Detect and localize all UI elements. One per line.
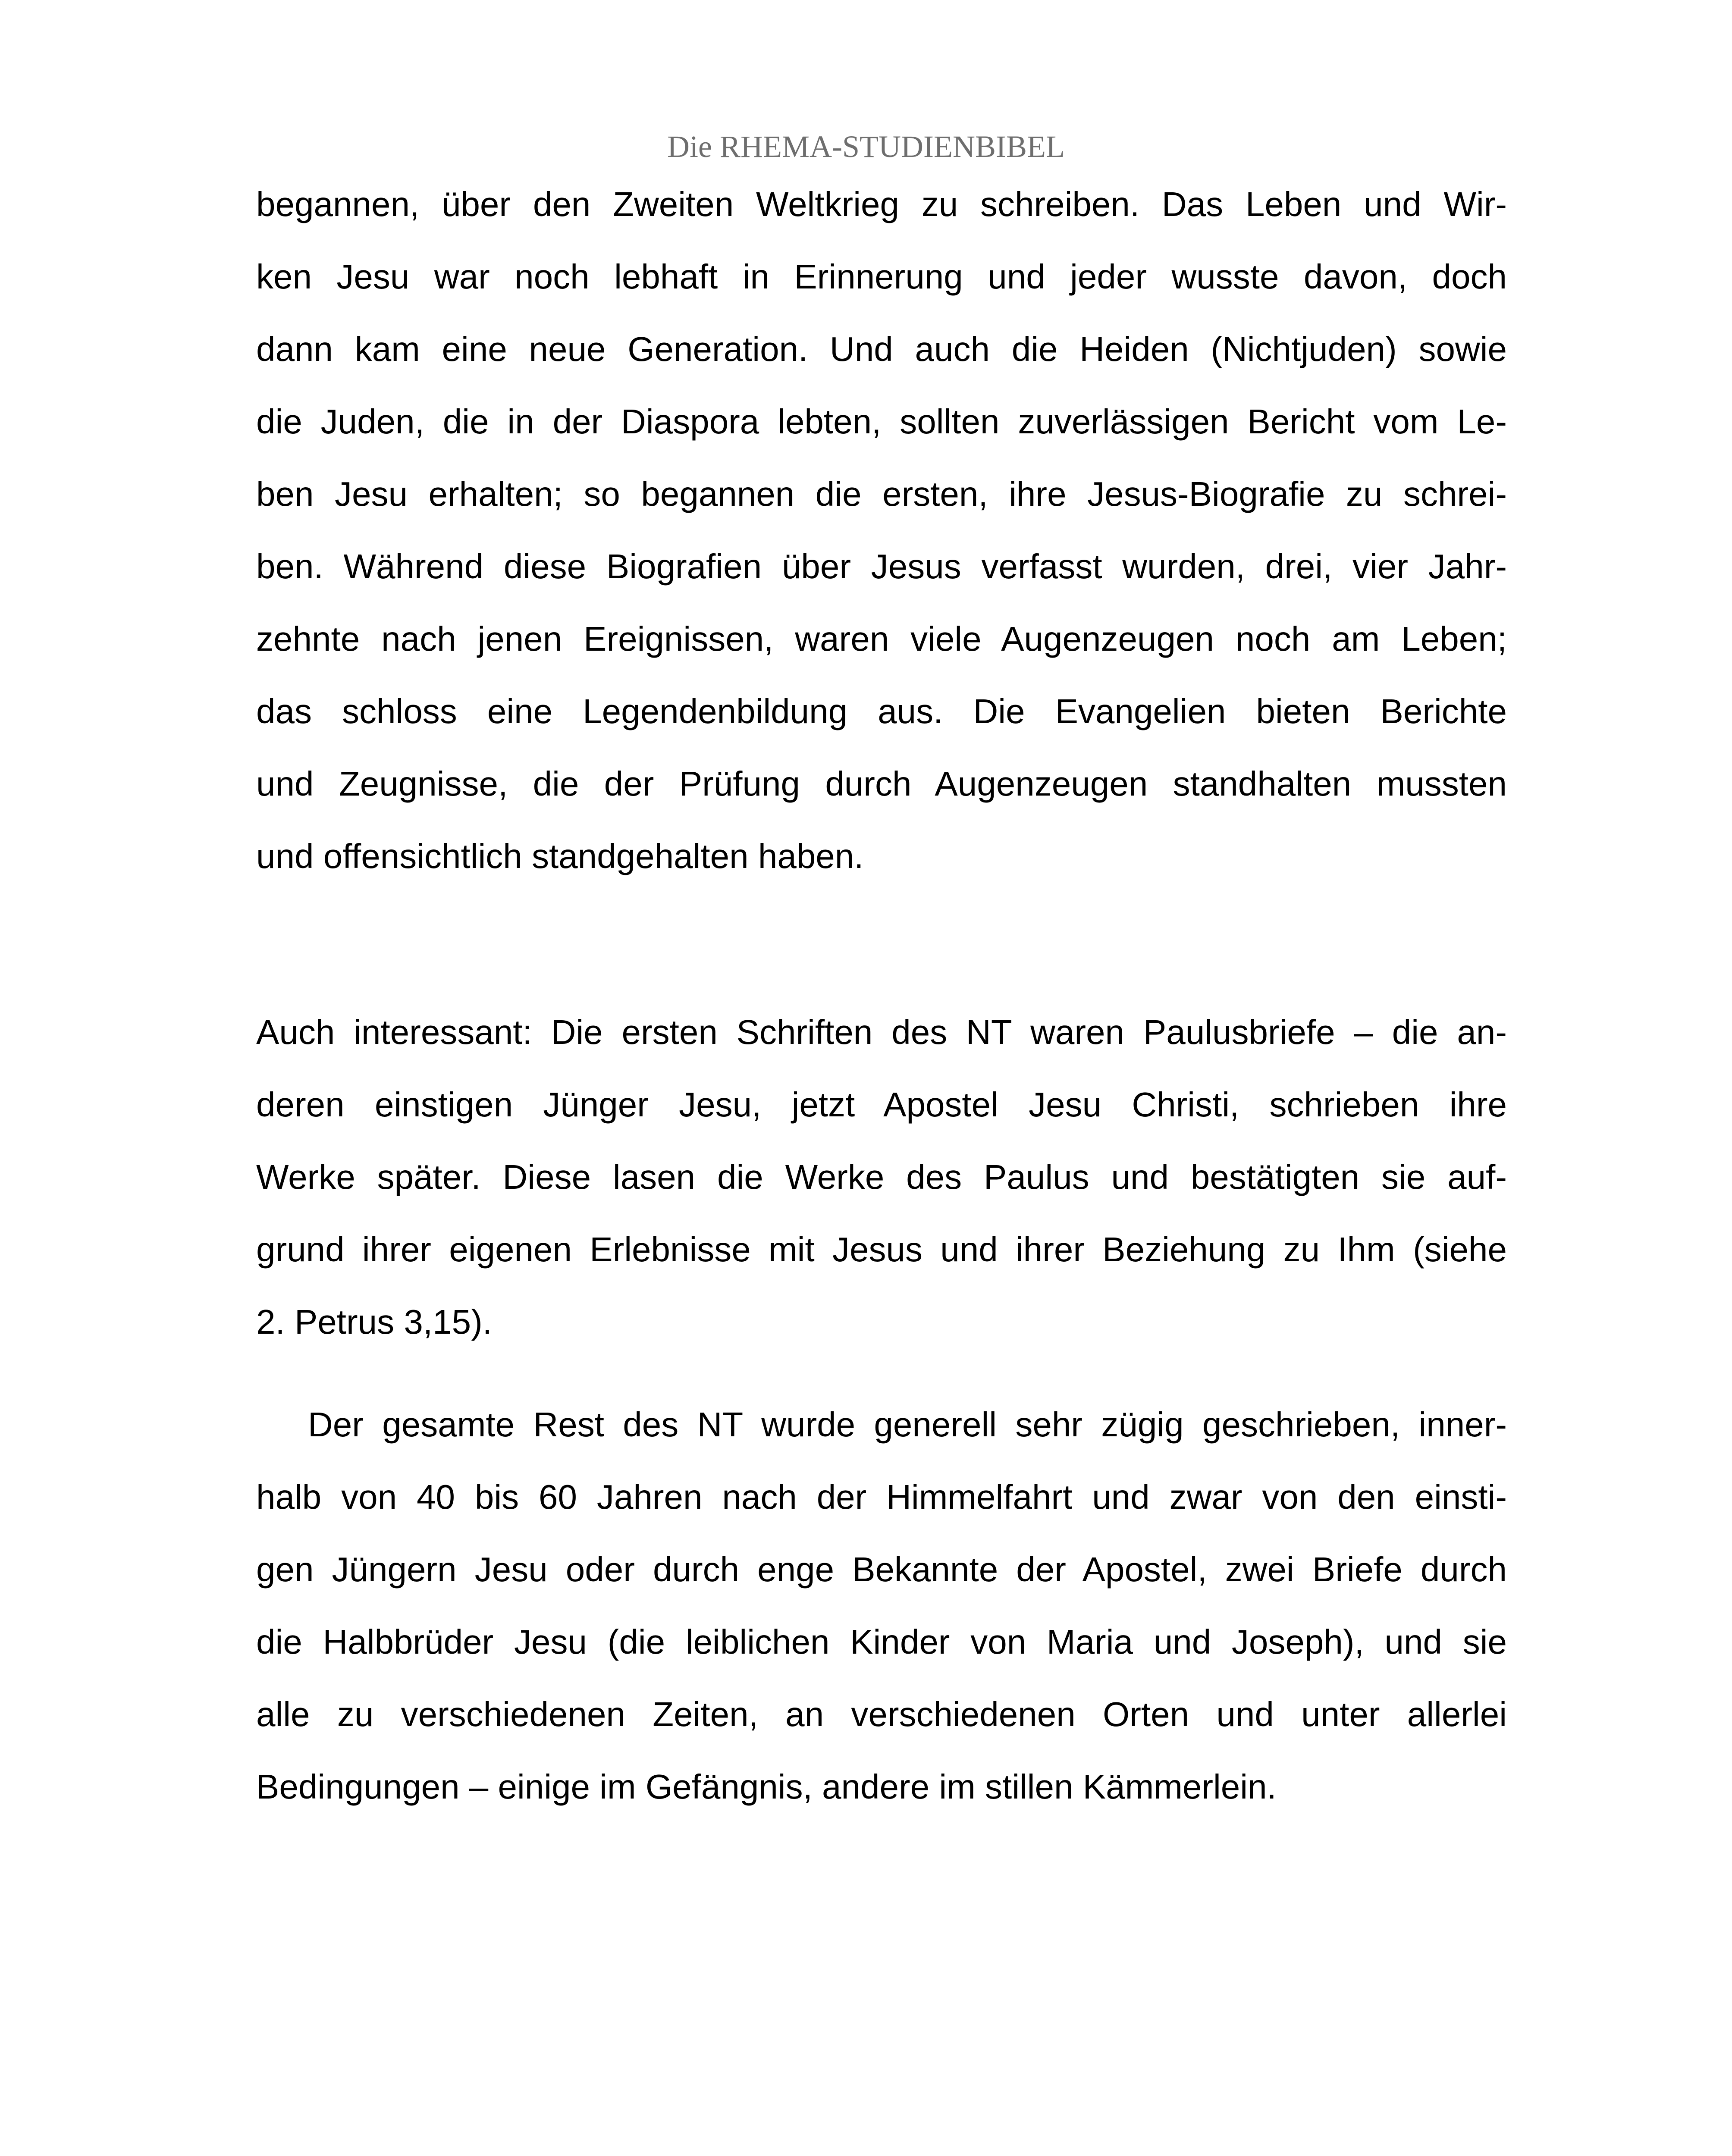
text-line: Werke später. Diese lasen die Werke des Paulus und bestätigten sie auf- [256, 1158, 1507, 1196]
text-line: halb von 40 bis 60 Jahren nach der Himmelfahrt und zwar von den einsti- [256, 1478, 1507, 1516]
text-line: die Halbbrüder Jesu (die leiblichen Kinder von Maria und Joseph), und sie [256, 1623, 1507, 1661]
text-line: ben Jesu erhalten; so begannen die ersten, ihre Jesus-Biografie zu schrei- [256, 475, 1507, 513]
text-line: die Juden, die in der Diaspora lebten, sollten zuverlässigen Bericht vom Le- [256, 402, 1507, 441]
paragraph [256, 168, 1507, 893]
text-line: 2. Petrus 3,15). [256, 1303, 492, 1341]
text-line: zehnte nach jenen Ereignissen, waren viele Augenzeugen noch am Leben; [256, 620, 1507, 658]
text-line: Auch interessant: Die ersten Schriften des NT waren Paulusbriefe – die an- [256, 1013, 1507, 1051]
paragraph [256, 996, 1507, 1358]
text-line: begannen, über den Zweiten Weltkrieg zu schreiben. Das Leben und Wir- [256, 185, 1507, 223]
text-line: und Zeugnisse, die der Prüfung durch Augenzeugen standhalten mussten [256, 765, 1507, 803]
text-line: deren einstigen Jünger Jesu, jetzt Apostel Jesu Christi, schrieben ihre [256, 1085, 1507, 1124]
text-line: alle zu verschiedenen Zeiten, an verschiedenen Orten und unter allerlei [256, 1695, 1507, 1733]
text-line: ben. Während diese Biografien über Jesus verfasst wurden, drei, vier Jahr- [256, 547, 1507, 586]
running-header: Die RHEMA-STUDIENBIBEL [667, 129, 1065, 164]
text-line: dann kam eine neue Generation. Und auch die Heiden (Nichtjuden) sowie [256, 330, 1507, 368]
text-line: grund ihrer eigenen Erlebnisse mit Jesus und ihrer Beziehung zu Ihm (siehe [256, 1230, 1507, 1269]
text-line: und offensichtlich standgehalten haben. [256, 837, 864, 875]
text-line: Bedingungen – einige im Gefängnis, andere im stillen Kämmerlein. [256, 1767, 1277, 1806]
paragraph [256, 1388, 1507, 1823]
text-line: ken Jesu war noch lebhaft in Erinnerung und jeder wusste davon, doch [256, 257, 1507, 296]
text-line: gen Jüngern Jesu oder durch enge Bekannte der Apostel, zwei Briefe durch [256, 1550, 1507, 1589]
text-line: Der gesamte Rest des NT wurde generell sehr zügig geschrieben, inner- [308, 1405, 1507, 1444]
text-line: das schloss eine Legendenbildung aus. Die Evangelien bieten Berichte [256, 692, 1507, 730]
